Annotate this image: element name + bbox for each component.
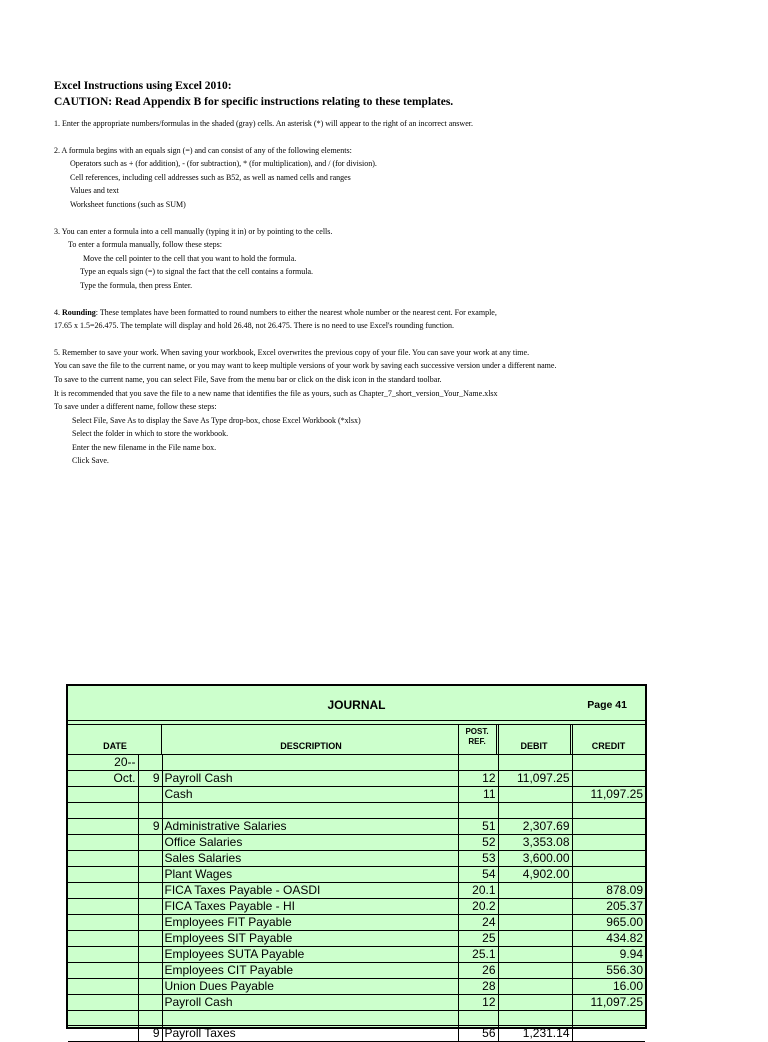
debit-cell[interactable] [498,978,572,994]
date-day-cell[interactable] [138,962,162,978]
instructions-title: Excel Instructions using Excel 2010: [54,80,232,92]
date-day-cell[interactable] [138,930,162,946]
date-day-cell[interactable] [138,866,162,882]
table-row [68,930,645,946]
credit-cell[interactable]: 11,097.25 [572,787,645,803]
date-month-cell[interactable] [68,787,138,803]
table-row [68,755,645,771]
description-cell[interactable]: Sales Salaries [162,850,458,866]
rounding-label: Rounding [62,307,96,317]
credit-cell[interactable] [572,803,645,819]
description-cell[interactable]: Employees CIT Payable [162,962,458,978]
date-month-cell[interactable] [68,850,138,866]
debit-cell[interactable]: 2,307.69 [498,818,572,834]
journal-title: JOURNAL [327,698,386,712]
header-divider [458,725,459,755]
instruction-2-line: Worksheet functions (such as SUM) [70,199,186,209]
date-month-cell[interactable] [68,898,138,914]
instruction-4-line: 17.65 x 1.5=26.475. The template will display and hold 26.48, not 26.475. There is no need to use Excel's rounding function. [54,321,455,331]
date-day-cell[interactable]: 9 [138,818,162,834]
description-cell[interactable]: Payroll Cash [162,994,458,1010]
table-row [68,978,645,994]
journal-table [68,755,645,1042]
date-month-cell[interactable] [68,946,138,962]
description-cell[interactable]: Union Dues Payable [162,978,458,994]
table-row [68,1026,645,1042]
table-row [68,787,645,803]
instruction-2-line: Cell references, including cell addresses such as B52, as well as named cells and ranges [70,172,351,182]
post-ref-cell[interactable]: 12 [458,994,498,1010]
date-month-cell[interactable] [68,803,138,819]
instruction-5-line: You can save the file to the current name, or you may want to keep multiple versions of your work by saving each successive version under a different name. [54,361,557,371]
credit-cell[interactable]: 965.00 [572,914,645,930]
instruction-5: 5. Remember to save your work. When saving your workbook, Excel overwrites the previous copy of your file. You can save your work at any time. [54,347,530,357]
date-month-cell[interactable] [68,818,138,834]
description-cell[interactable] [162,755,458,771]
post-ref-cell[interactable]: 52 [458,834,498,850]
post-ref-cell[interactable]: 53 [458,850,498,866]
debit-cell[interactable] [498,1010,572,1026]
post-ref-cell[interactable]: 24 [458,914,498,930]
table-row [68,834,645,850]
date-day-cell[interactable] [138,834,162,850]
date-day-cell[interactable] [138,978,162,994]
table-row [68,914,645,930]
header-post-ref-line2: REF. [468,737,486,746]
date-day-cell[interactable] [138,994,162,1010]
date-month-cell[interactable] [68,978,138,994]
debit-cell[interactable] [498,930,572,946]
post-ref-cell[interactable]: 26 [458,962,498,978]
header-post-ref-line1: POST. [465,727,489,736]
debit-cell[interactable]: 3,600.00 [498,850,572,866]
credit-cell[interactable] [572,771,645,787]
instruction-3-line: To enter a formula manually, follow these steps: [68,240,222,250]
debit-cell[interactable]: 11,097.25 [498,771,572,787]
instruction-4 [54,306,754,320]
description-cell[interactable]: Employees FIT Payable [162,914,458,930]
instruction-5-step: Enter the new filename in the File name box. [72,442,217,452]
instruction-1: 1. Enter the appropriate numbers/formulas in the shaded (gray) cells. An asterisk (*) will appear to the right of an incorrect answer. [54,119,473,128]
header-credit[interactable]: CREDIT [591,741,626,751]
credit-cell[interactable] [572,755,645,771]
post-ref-cell[interactable]: 51 [458,818,498,834]
description-cell[interactable]: Office Salaries [162,834,458,850]
debit-cell[interactable]: 1,231.14 [498,1026,572,1042]
debit-cell[interactable] [498,962,572,978]
header-divider [496,725,497,755]
header-date[interactable]: DATE [103,741,127,751]
date-month-cell[interactable] [68,994,138,1010]
date-day-cell[interactable] [138,898,162,914]
table-row [68,803,645,819]
credit-cell[interactable] [572,818,645,834]
post-ref-cell[interactable] [458,803,498,819]
credit-cell[interactable]: 556.30 [572,962,645,978]
instruction-5-line: To save under a different name, follow these steps: [54,402,217,412]
description-cell[interactable] [162,1010,458,1026]
instruction-3-line: Type the formula, then press Enter. [80,280,193,290]
header-divider [498,725,499,755]
header-post-ref[interactable] [458,727,496,747]
table-row [68,994,645,1010]
date-month-cell[interactable] [68,882,138,898]
table-row [68,946,645,962]
debit-cell[interactable] [498,787,572,803]
table-row [68,898,645,914]
description-cell[interactable]: Employees SUTA Payable [162,946,458,962]
debit-cell[interactable] [498,898,572,914]
table-row [68,850,645,866]
instruction-3: 3. You can enter a formula into a cell manually (typing it in) or by pointing to the cells. [54,226,333,236]
credit-cell[interactable] [572,834,645,850]
instruction-3-line: Move the cell pointer to the cell that you want to hold the formula. [83,253,297,263]
credit-cell[interactable]: 11,097.25 [572,994,645,1010]
instructions-section [54,78,754,468]
debit-cell[interactable] [498,882,572,898]
description-cell[interactable]: Payroll Taxes [162,1026,458,1042]
credit-cell[interactable]: 9.94 [572,946,645,962]
caution-text: CAUTION: Read Appendix B for specific instructions relating to these templates. [54,96,454,108]
description-cell[interactable]: FICA Taxes Payable - OASDI [162,882,458,898]
header-divider [161,725,162,755]
credit-cell[interactable]: 434.82 [572,930,645,946]
instruction-4-number: 4. [54,307,62,317]
date-day-cell[interactable] [138,946,162,962]
debit-cell[interactable] [498,755,572,771]
date-day-cell[interactable] [138,850,162,866]
journal-page-number: Page 41 [587,699,627,711]
date-month-cell[interactable]: 20-- [68,755,138,771]
post-ref-cell[interactable]: 25.1 [458,946,498,962]
header-description[interactable]: DESCRIPTION [280,741,342,751]
credit-cell[interactable] [572,1026,645,1042]
instruction-5-step: Select File, Save As to display the Save As Type drop-box, chose Excel Workbook (*xlsx) [72,415,361,425]
instruction-4-text: : These templates have been formatted to round numbers to either the nearest whole number or the nearest cent. For example, [95,307,497,317]
debit-cell[interactable] [498,803,572,819]
credit-cell[interactable] [572,850,645,866]
credit-cell[interactable]: 878.09 [572,882,645,898]
post-ref-cell[interactable]: 20.2 [458,898,498,914]
instruction-2: 2. A formula begins with an equals sign (=) and can consist of any of the following elements: [54,145,352,155]
instruction-5-step: Select the folder in which to store the workbook. [72,429,229,439]
debit-cell[interactable] [498,914,572,930]
date-day-cell[interactable] [138,803,162,819]
journal-sheet [66,684,647,1041]
description-cell[interactable]: Employees SIT Payable [162,930,458,946]
post-ref-cell[interactable]: 11 [458,787,498,803]
date-day-cell[interactable] [138,914,162,930]
header-divider [570,725,571,755]
description-cell[interactable]: FICA Taxes Payable - HI [162,898,458,914]
date-month-cell[interactable] [68,1026,138,1042]
description-cell[interactable]: Administrative Salaries [162,818,458,834]
date-month-cell[interactable]: Oct. [68,771,138,787]
debit-cell[interactable]: 4,902.00 [498,866,572,882]
date-day-cell[interactable] [138,787,162,803]
description-cell[interactable]: Payroll Cash [162,771,458,787]
post-ref-cell[interactable]: 56 [458,1026,498,1042]
date-month-cell[interactable] [68,834,138,850]
credit-cell[interactable]: 205.37 [572,898,645,914]
date-day-cell[interactable] [138,882,162,898]
table-row [68,771,645,787]
instruction-5-step: Click Save. [72,456,109,466]
instruction-3-line: Type an equals sign (=) to signal the fact that the cell contains a formula. [80,267,313,277]
date-day-cell[interactable] [138,1010,162,1026]
post-ref-cell[interactable]: 25 [458,930,498,946]
table-row [68,866,645,882]
table-row [68,818,645,834]
description-cell[interactable]: Cash [162,787,458,803]
table-row [68,882,645,898]
instruction-5-line: It is recommended that you save the file to a new name that identifies the file as yours, such as Chapter_7_short_version_Your_Name.xlsx [54,388,498,398]
table-row [68,962,645,978]
title-divider [68,724,645,725]
description-cell[interactable]: Plant Wages [162,866,458,882]
header-divider [572,725,573,755]
debit-cell[interactable] [498,994,572,1010]
debit-cell[interactable]: 3,353.08 [498,834,572,850]
post-ref-cell[interactable]: 28 [458,978,498,994]
credit-cell[interactable] [572,1010,645,1026]
table-row [68,1010,645,1026]
post-ref-cell[interactable]: 20.1 [458,882,498,898]
credit-cell[interactable] [572,866,645,882]
post-ref-cell[interactable] [458,755,498,771]
header-debit[interactable]: DEBIT [520,741,548,751]
date-month-cell[interactable] [68,866,138,882]
date-month-cell[interactable] [68,962,138,978]
title-divider [68,720,645,721]
instruction-2-line: Operators such as + (for addition), - (for subtraction), * (for multiplication), and / (for division). [70,159,377,169]
date-day-cell[interactable] [138,755,162,771]
date-day-cell[interactable]: 9 [138,771,162,787]
post-ref-cell[interactable]: 54 [458,866,498,882]
date-month-cell[interactable] [68,930,138,946]
credit-cell[interactable]: 16.00 [572,978,645,994]
post-ref-cell[interactable]: 12 [458,771,498,787]
debit-cell[interactable] [498,946,572,962]
date-month-cell[interactable] [68,1010,138,1026]
instruction-2-line: Values and text [70,186,119,196]
date-day-cell[interactable]: 9 [138,1026,162,1042]
date-month-cell[interactable] [68,914,138,930]
post-ref-cell[interactable] [458,1010,498,1026]
instruction-5-line: To save to the current name, you can select File, Save from the menu bar or click on the disk icon in the standard toolbar. [54,374,442,384]
description-cell[interactable] [162,803,458,819]
